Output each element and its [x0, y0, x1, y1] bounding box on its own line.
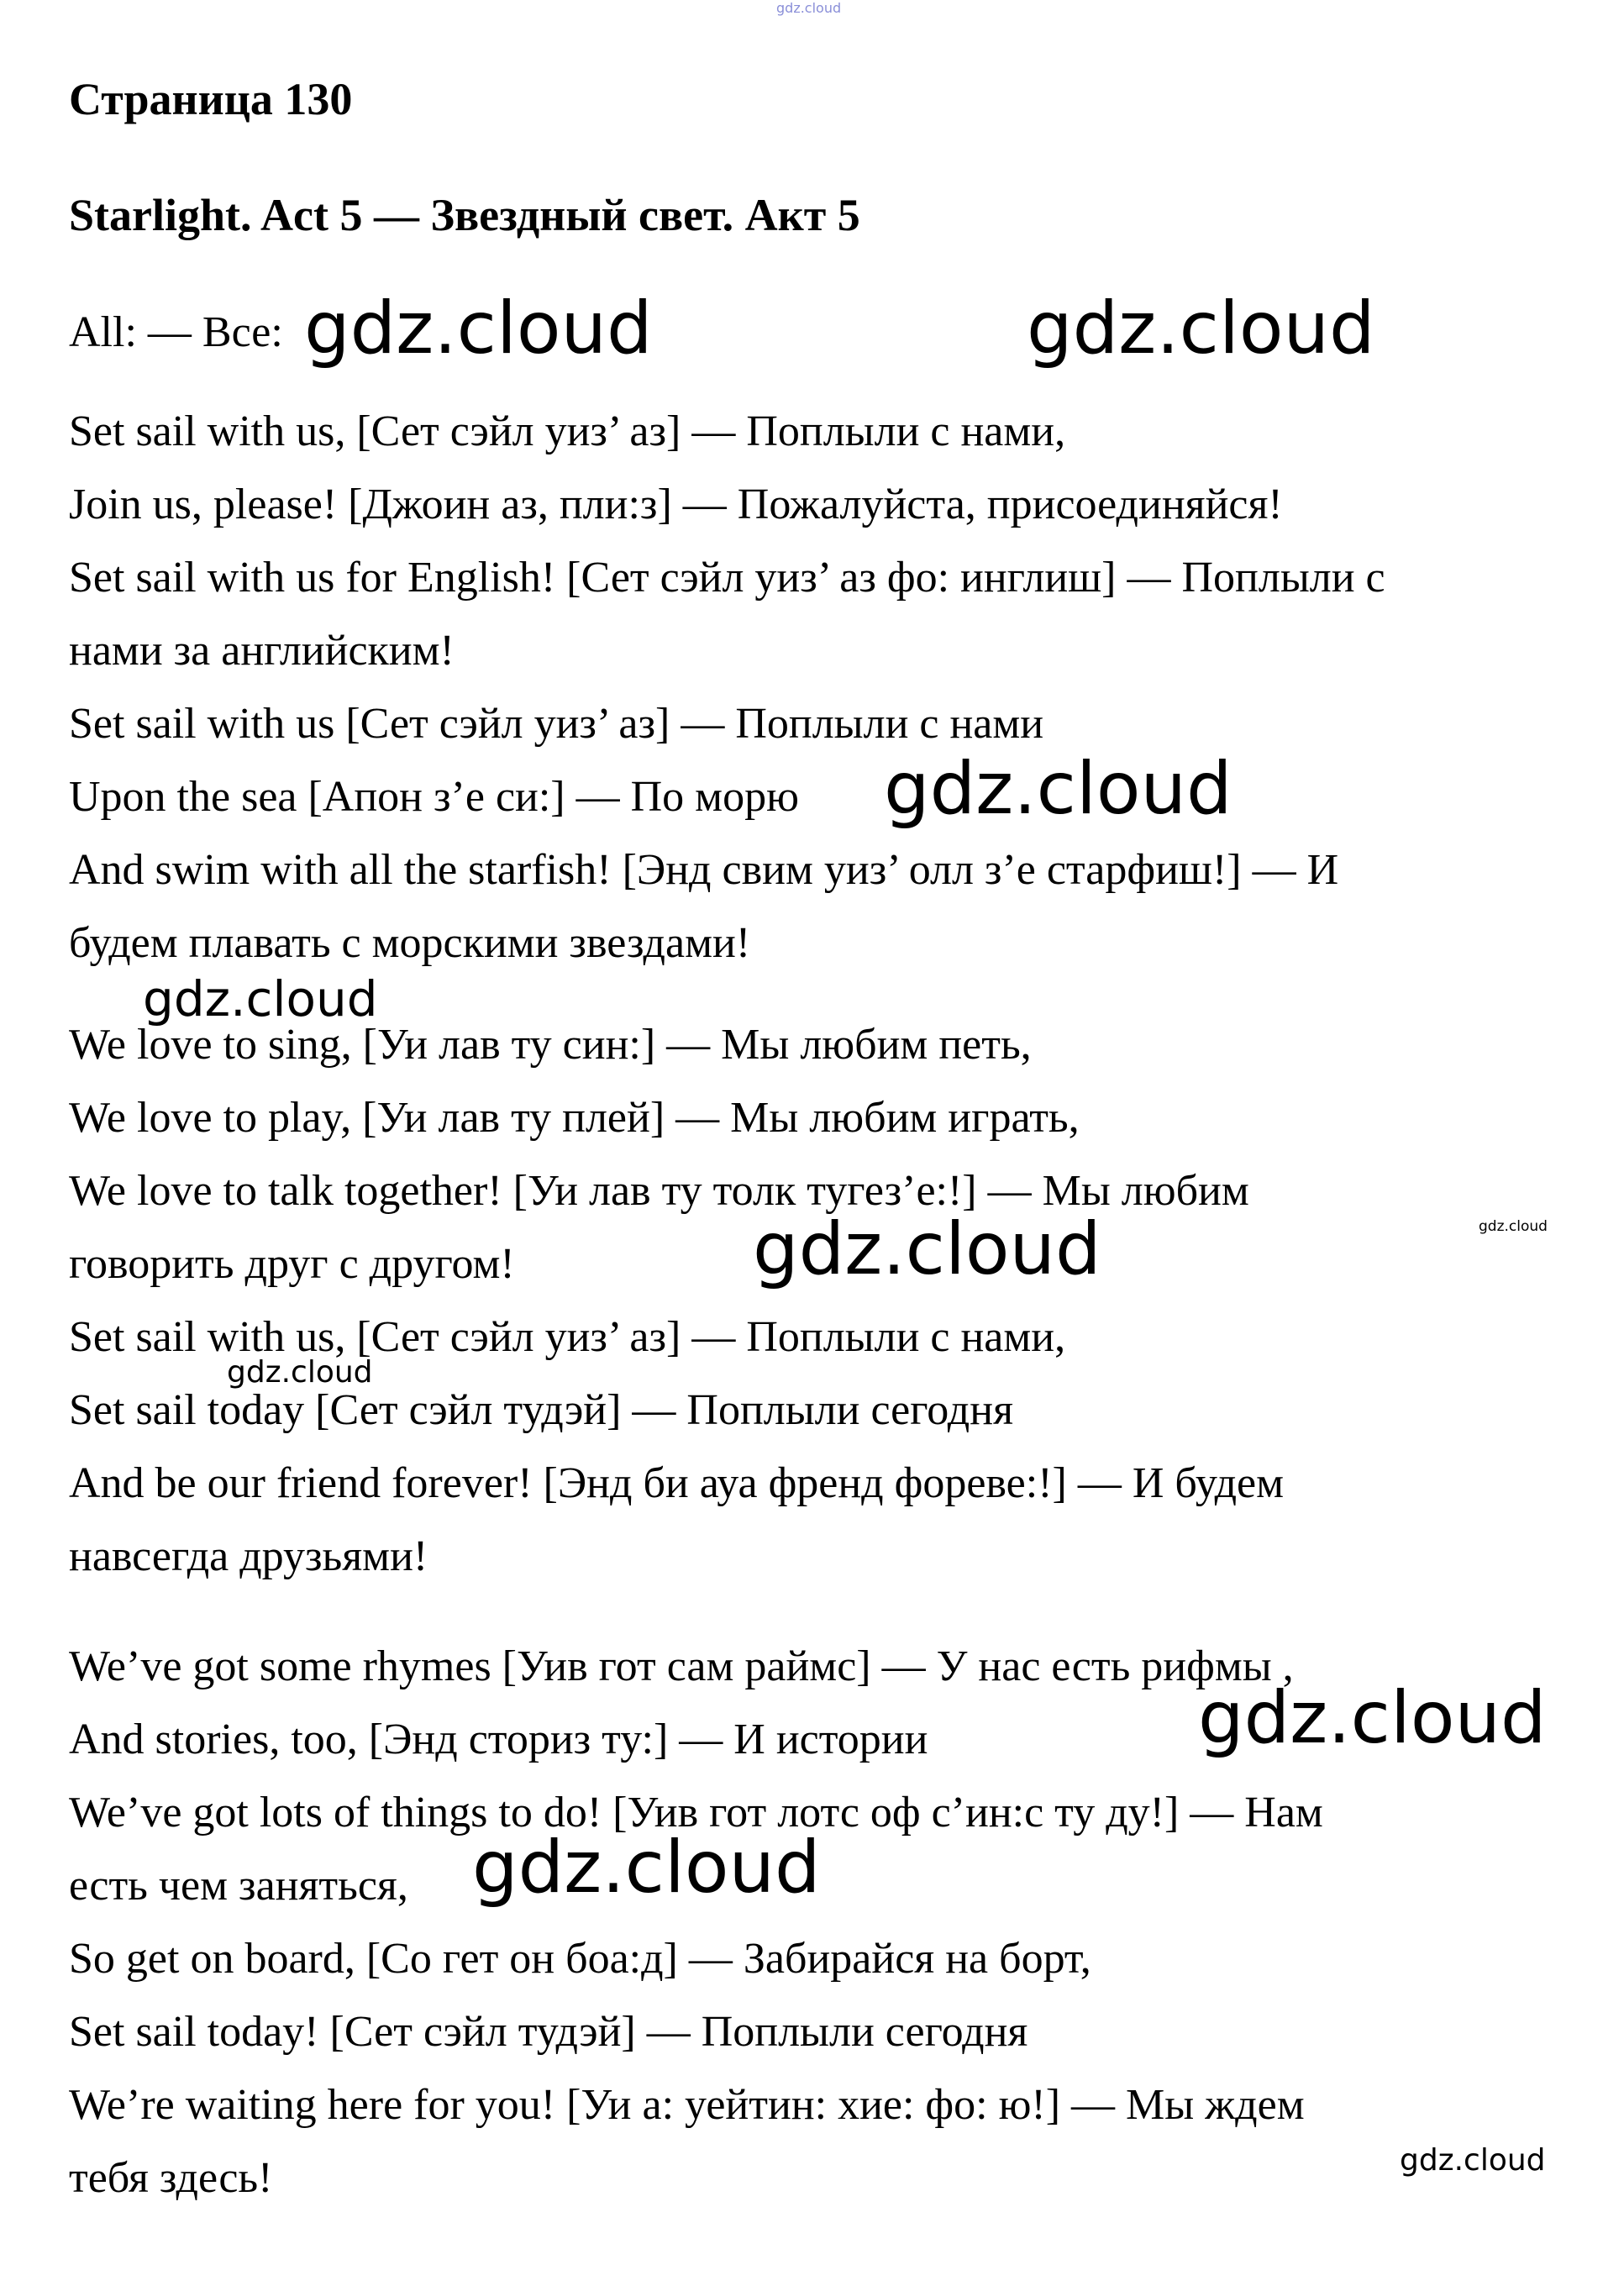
- text-line: So get on board, [Со гет он боа:д] — Забирайся на борт,: [69, 1935, 1091, 1983]
- text-line: And swim with all the starfish! [Энд свим уиз’ олл з’е старфиш!] — И: [69, 846, 1339, 894]
- text-line: говорить друг с другом!: [69, 1240, 515, 1288]
- watermark: gdz.cloud: [472, 1826, 821, 1910]
- text-line: Set sail with us for English! [Сет сэйл уиз’ аз фо: инглиш] — Поплыли с: [69, 554, 1385, 602]
- watermark: gdz.cloud: [884, 747, 1232, 831]
- text-line: We love to talk together! [Уи лав ту толк тугез’е:!] — Мы любим: [69, 1167, 1249, 1215]
- watermark: gdz.cloud: [753, 1207, 1101, 1291]
- text-line: Join us, please! [Джоин аз, пли:з] — Пожалуйста, присоединяйся!: [69, 481, 1283, 528]
- watermark: gdz.cloud: [1400, 2143, 1546, 2178]
- watermark: gdz.cloud: [304, 286, 653, 370]
- text-line: We’ve got some rhymes [Уив гот сам раймс] — У нас есть рифмы ,: [69, 1642, 1294, 1690]
- text-line: есть чем заняться,: [69, 1862, 408, 1910]
- text-line: Upon the sea [Апон з’е си:] — По морю: [69, 773, 799, 821]
- page-title: Starlight. Act 5 — Звездный свет. Акт 5: [69, 190, 860, 240]
- text-line: And stories, too, [Энд сториз ту:] — И истории: [69, 1716, 928, 1763]
- text-line: We’re waiting here for you! [Уи а: уейтин: хие: фо: ю!] — Мы ждем: [69, 2081, 1305, 2129]
- text-line: навсегда друзьями!: [69, 1532, 428, 1580]
- text-line: Set sail with us [Сет сэйл уиз’ аз] — Поплыли с нами: [69, 700, 1044, 748]
- text-line: Set sail today [Сет сэйл тудэй] — Поплыли сегодня: [69, 1386, 1013, 1434]
- text-line: We love to sing, [Уи лав ту син:] — Мы любим петь,: [69, 1021, 1032, 1069]
- watermark: gdz.cloud: [227, 1355, 373, 1390]
- text-line: All: — Все:: [69, 308, 283, 356]
- text-line: Set sail with us, [Сет сэйл уиз’ аз] — Поплыли с нами,: [69, 407, 1066, 455]
- text-line: We love to play, [Уи лав ту плей] — Мы любим играть,: [69, 1094, 1080, 1142]
- watermark: gdz.cloud: [143, 970, 378, 1027]
- watermark: gdz.cloud: [1198, 1676, 1547, 1760]
- watermark: gdz.cloud: [1479, 1218, 1548, 1235]
- text-line: We’ve got lots of things to do! [Уив гот лотс оф с’ин:с ту ду!] — Нам: [69, 1789, 1323, 1836]
- text-line: будем плавать с морскими звездами!: [69, 919, 751, 967]
- text-line: Set sail with us, [Сет сэйл уиз’ аз] — Поплыли с нами,: [69, 1313, 1066, 1361]
- watermark: gdz.cloud: [1027, 286, 1375, 370]
- text-line: Set sail today! [Сет сэйл тудэй] — Поплыли сегодня: [69, 2008, 1028, 2056]
- page-label: Страница 130: [69, 74, 353, 124]
- watermark-top: gdz.cloud: [776, 0, 842, 16]
- text-line: нами за английским!: [69, 627, 455, 675]
- text-line: тебя здесь!: [69, 2154, 273, 2202]
- text-line: And be our friend forever! [Энд би ауа френд фореве:!] — И будем: [69, 1459, 1285, 1507]
